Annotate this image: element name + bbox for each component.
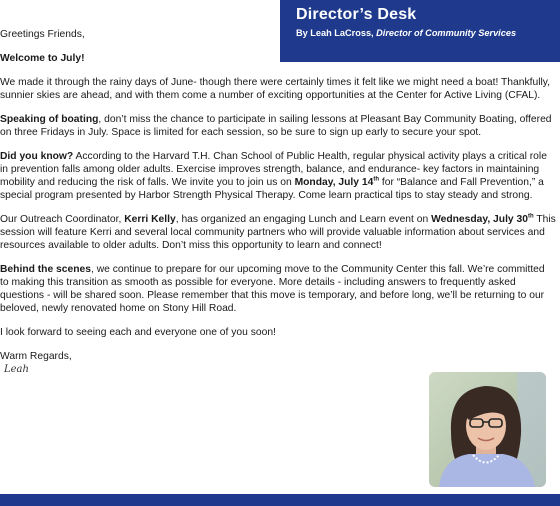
lunch-date [431,214,534,225]
lunch-text-b: , has organized an engaging Lunch and Learn event on [175,214,432,225]
director-portrait-photo [429,372,546,487]
boating-lead: Speaking of boating [0,114,99,125]
paragraph-boating [0,113,556,139]
fall-prevention-date-text: Monday, July 14 [294,177,374,188]
footer-bar [0,494,560,506]
paragraph-lunch-and-learn [0,213,556,252]
byline-role: Director of Community Services [376,28,517,38]
portrait-image [429,372,546,487]
fall-prevention-date [295,177,379,188]
paragraph-closing-line: I look forward to seeing each and everyone one of you soon! [0,327,276,338]
paragraph-behind-the-scenes [0,263,556,315]
fall-prevention-text-b: for “Balance and Fall Prevention,” a special program presented by Harbor Strength Physical Therapy. Come learn practical tips to stay steady and strong. [0,177,544,201]
letter-body [0,28,556,376]
coordinator-name: Kerri Kelly [124,214,176,225]
behind-scenes-text: , we continue to prepare for our upcoming move to the Community Center this fall. We’re committed to making this transition as smooth as possible for everyone. More details - including answers to frequently asked questions - will be shared soon. Please remember that this move is temporary, and before long, we’ll be returning to our beloved, newly renovated home on Stony Hill Road. [0,264,545,314]
lunch-text-c: This session will feature Kerri and several local community partners who will provide valuable information about services and resources available to older adults. Don’t miss this opportunity to learn and connect! [0,214,556,251]
fall-prevention-text-a: According to the Harvard T.H. Chan School of Public Health, regular physical activity plays a critical role in prevention falls among older adults. Exercise improves strength, balance, and endurance- key factors in maintaining mobility and reducing the risk of falls. We invite you to join us on [0,151,547,188]
fall-prevention-date-sup: th [373,176,380,183]
lunch-date-text: Wednesday, July 30 [431,214,528,225]
signature: Leah [4,364,29,375]
behind-scenes-lead: Behind the scenes [0,264,91,275]
closing: Warm Regards, [0,351,72,362]
paragraph-intro: We made it through the rainy days of June- though there were certainly times it felt like we might need a boat! Thankfully, sunnier skies are ahead, and with them come a number of exciting opportunities at the Center for Active Living (CFAL). [0,77,551,101]
welcome-text: Welcome to July! [0,53,85,64]
paragraph-did-you-know [0,150,556,202]
lunch-text-a: Our Outreach Coordinator, [0,214,125,225]
byline-author: By Leah LaCross, [296,28,374,38]
lunch-date-sup: th [527,213,534,220]
did-you-know-lead: Did you know? [0,151,74,162]
welcome-heading [0,52,556,65]
boating-text: , don’t miss the chance to participate in sailing lessons at Pleasant Bay Community Boating, offered on three Fridays in July. Space is limited for each session, so be sure to sign up early to secure your spot. [0,114,552,138]
greeting: Greetings Friends, [0,29,85,40]
header-title: Director’s Desk [296,6,417,23]
